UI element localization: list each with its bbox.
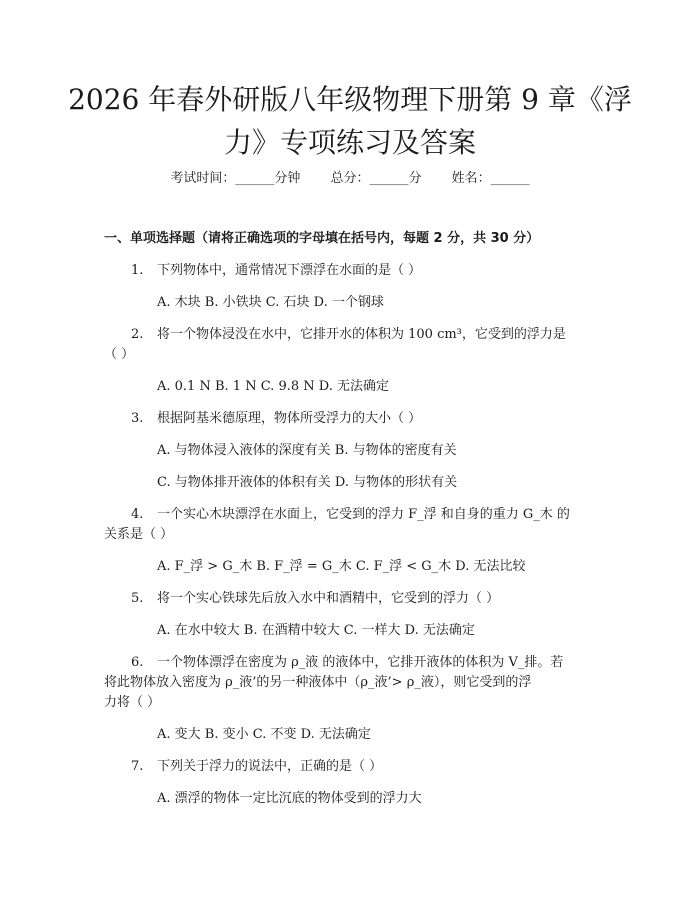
question-2-continuation: （ ） xyxy=(104,347,135,362)
question-6 xyxy=(131,654,651,672)
question-number: 3. xyxy=(131,411,144,426)
question-number: 2. xyxy=(131,327,144,342)
question-3-options-row-1: A. 与物体浸入液体的深度有关 B. 与物体的密度有关 xyxy=(157,443,457,458)
question-6-continuation-2: 力将（ ） xyxy=(104,695,161,710)
document-title xyxy=(60,78,640,164)
question-number: 6. xyxy=(131,655,144,670)
question-1-options: A. 木块 B. 小铁块 C. 石块 D. 一个钢球 xyxy=(157,295,384,310)
question-2-options: A. 0.1 N B. 1 N C. 9.8 N D. 无法确定 xyxy=(157,379,389,394)
question-text: 根据阿基米德原理，物体所受浮力的大小（ ） xyxy=(157,411,422,426)
question-7 xyxy=(131,758,651,776)
exam-meta xyxy=(0,170,700,188)
question-5-options: A. 在水中较大 B. 在酒精中较大 C. 一样大 D. 无法确定 xyxy=(157,623,475,638)
title-line-2: 力》专项练习及答案 xyxy=(223,126,476,159)
question-5 xyxy=(131,590,651,608)
question-number: 5. xyxy=(131,591,144,606)
section-heading: 一、单项选择题（请将正确选项的字母填在括号内，每题 2 分，共 30 分） xyxy=(104,231,540,246)
question-text: 下列关于浮力的说法中，正确的是（ ） xyxy=(157,759,383,774)
question-text: 将一个实心铁球先后放入水中和酒精中，它受到的浮力（ ） xyxy=(157,591,500,606)
question-4 xyxy=(131,506,651,524)
question-text: 一个物体漂浮在密度为 ρ_液 的液体中，它排开液体的体积为 V_排。若 xyxy=(157,655,564,670)
question-1 xyxy=(131,262,651,280)
question-3 xyxy=(131,410,651,428)
question-number: 4. xyxy=(131,507,144,522)
exam-score: 总分：______分 xyxy=(330,171,422,186)
exam-time: 考试时间：______分钟 xyxy=(170,171,301,186)
question-number: 1. xyxy=(131,263,144,278)
question-7-option-a: A. 漂浮的物体一定比沉底的物体受到的浮力大 xyxy=(157,791,422,806)
question-2 xyxy=(131,326,651,344)
question-text: 一个实心木块漂浮在水面上，它受到的浮力 F_浮 和自身的重力 G_木 的 xyxy=(157,507,570,522)
question-text: 将一个物体浸没在水中，它排开水的体积为 100 cm³，它受到的浮力是 xyxy=(157,327,566,342)
question-3-options-row-2: C. 与物体排开液体的体积有关 D. 与物体的形状有关 xyxy=(157,475,458,490)
question-4-options: A. F_浮 > G_木 B. F_浮 = G_木 C. F_浮 < G_木 D. 无法比较 xyxy=(157,559,526,574)
question-6-continuation-1: 将此物体放入密度为 ρ_液’的另一种液体中（ρ_液’> ρ_液），则它受到的浮 xyxy=(104,675,532,690)
question-text: 下列物体中，通常情况下漂浮在水面的是（ ） xyxy=(157,263,422,278)
title-line-1: 2026 年春外研版八年级物理下册第 9 章《浮 xyxy=(68,83,632,116)
exam-name: 姓名：______ xyxy=(451,171,530,186)
question-6-options: A. 变大 B. 变小 C. 不变 D. 无法确定 xyxy=(157,727,371,742)
question-4-continuation: 关系是（ ） xyxy=(104,527,174,542)
question-number: 7. xyxy=(131,759,144,774)
